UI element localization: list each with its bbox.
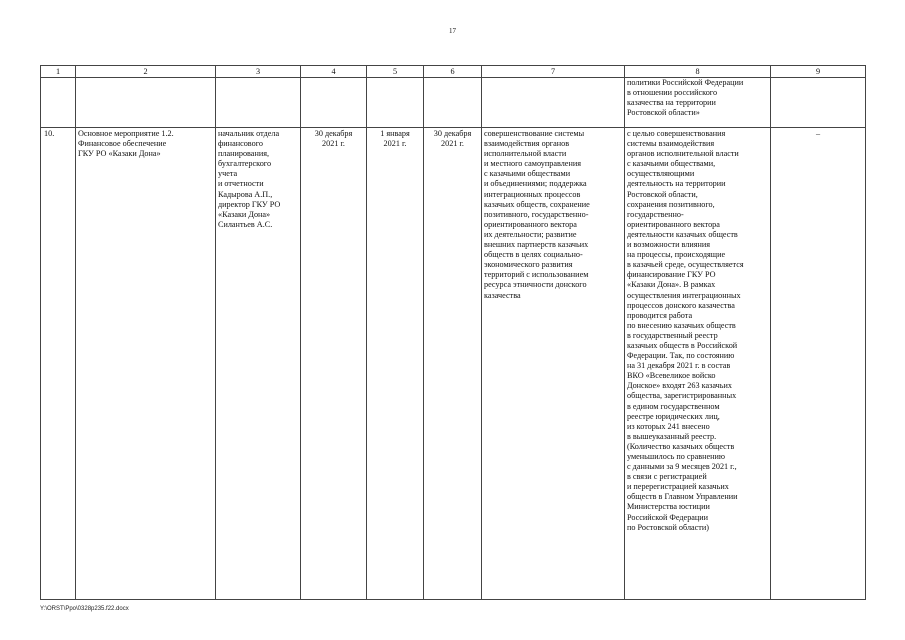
empty-cell: [771, 78, 866, 128]
empty-cell: [301, 78, 367, 128]
column-number: 1: [41, 66, 76, 78]
column-number: 6: [424, 66, 482, 78]
column-number: 5: [367, 66, 424, 78]
column-number: 4: [301, 66, 367, 78]
empty-cell: [367, 78, 424, 128]
report-table: [40, 65, 866, 600]
planned-date: 1 января 2021 г.: [367, 128, 424, 600]
continuation-row: [41, 78, 866, 128]
expected-result: совершенствование системы взаимодействия органов исполнительной власти и местного самоуправления с казачьими обществами и объединениями; поддержка интеграционных процессов казачьих обществ, сохранение позитивного, государственно- ориентированного вектора их деятельности; развитие внешних партнерств казачьих обществ в целях социально- экономического развития территорий с использованием ресурса этничности донского казачества: [482, 128, 625, 600]
empty-cell: [482, 78, 625, 128]
row-number: 10.: [41, 128, 76, 600]
actual-result: с целью совершенствования системы взаимодействия органов исполнительной власти с казачьими обществами, осуществляющими деятельность на территории Ростовской области, сохранения позитивного, государственно- ориентированного вектора деятельности казачьих обществ и возможности влияния на процессы, происходящие в казачьей среде, осуществляется финансирование ГКУ РО «Казаки Дона». В рамках осуществления интеграционных процессов донского казачества проводится работа по внесению казачьих обществ в государственный реестр казачьих обществ в Российской Федерации. Так, по состоянию на 31 декабря 2021 г. в состав ВКО «Всевеликое войско Донское» входят 263 казачьих общества, зарегистрированных в едином государственном реестре юридических лиц, из которых 241 внесено в вышеуказанный реестр. (Количество казачьих обществ уменьшилось по сравнению с данными за 9 месяцев 2021 г., в связи с регистрацией и перерегистрацией казачьих обществ в Главном Управлении Министерства юстиции Российской Федерации по Ростовской области): [625, 128, 771, 600]
column-number: 7: [482, 66, 625, 78]
start-date: 30 декабря 2021 г.: [301, 128, 367, 600]
continuation-actual-result: политики Российской Федерации в отношении российского казачества на территории Ростовской области»: [625, 78, 771, 128]
column-number: 8: [625, 66, 771, 78]
empty-cell: [216, 78, 301, 128]
measure-name: Основное мероприятие 1.2. Финансовое обеспечение ГКУ РО «Казаки Дона»: [76, 128, 216, 600]
empty-cell: [41, 78, 76, 128]
reasons-cell: –: [771, 128, 866, 600]
table-row: [41, 128, 866, 600]
empty-cell: [76, 78, 216, 128]
column-number: 3: [216, 66, 301, 78]
column-number: 2: [76, 66, 216, 78]
file-path-footer: Y:\ORST\Ppo\0328p235.f22.docx: [40, 606, 129, 612]
page-number: 17: [449, 27, 456, 35]
column-number-row: [41, 66, 866, 78]
responsible-person: начальник отдела финансового планирования, бухгалтерского учета и отчетности Кадырова А.П., директор ГКУ РО «Казаки Дона» Силантьев А.С.: [216, 128, 301, 600]
empty-cell: [424, 78, 482, 128]
actual-date: 30 декабря 2021 г.: [424, 128, 482, 600]
column-number: 9: [771, 66, 866, 78]
